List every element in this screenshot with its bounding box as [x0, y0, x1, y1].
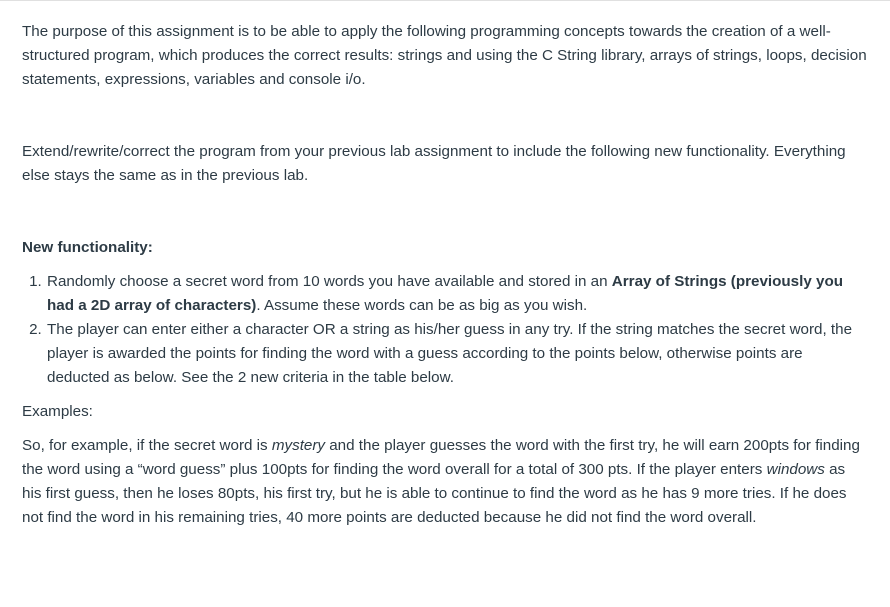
- list-item: [46, 270, 867, 318]
- example-text: and the player guesses the word with the first try, he will earn 200pts for finding the word using a “word guess” plus 100pts for finding the word overall for a total of 300 pts. If the player enters: [22, 437, 860, 478]
- item-bold-text: Array of Strings (previously you had a 2D array of characters): [47, 273, 844, 314]
- extend-paragraph: Extend/rewrite/correct the program from your previous lab assignment to include the following new functionality. Everything else stays the same as in the previous lab.: [22, 143, 846, 184]
- item-text: Randomly choose a secret word from 10 words you have available and stored in an: [47, 273, 612, 290]
- list-item: [46, 318, 867, 390]
- functionality-list: [22, 270, 867, 390]
- purpose-paragraph: The purpose of this assignment is to be able to apply the following programming concepts towards the creation of a well-structured program, which produces the correct results: strings and using the C String library, arrays of strings, loops, decision statements, expressions, variables and console i/o.: [22, 23, 867, 88]
- assignment-content: [22, 20, 867, 530]
- example-word: mystery: [271, 437, 326, 454]
- example-text: So, for example, if the secret word is: [22, 437, 272, 454]
- example-word: windows: [766, 461, 825, 478]
- item-text: The player can enter either a character OR a string as his/her guess in any try. If the string matches the secret word, the player is awarded the points for finding the word with a guess according to the points below, otherwise points are deducted as below. See the 2 new criteria in the table below.: [47, 321, 853, 386]
- examples-label: Examples:: [22, 403, 93, 420]
- item-text: . Assume these words can be as big as you wish.: [256, 297, 588, 314]
- example-text: as his first guess, then he loses 80pts, his first try, but he is able to continue to find the word as he has 9 more tries. If he does not find the word in his remaining tries, 40 more points are deducted because he did not find the word overall.: [22, 461, 847, 526]
- new-functionality-heading: New functionality:: [22, 239, 153, 256]
- top-divider: [0, 0, 890, 1]
- example-paragraph: [22, 434, 867, 530]
